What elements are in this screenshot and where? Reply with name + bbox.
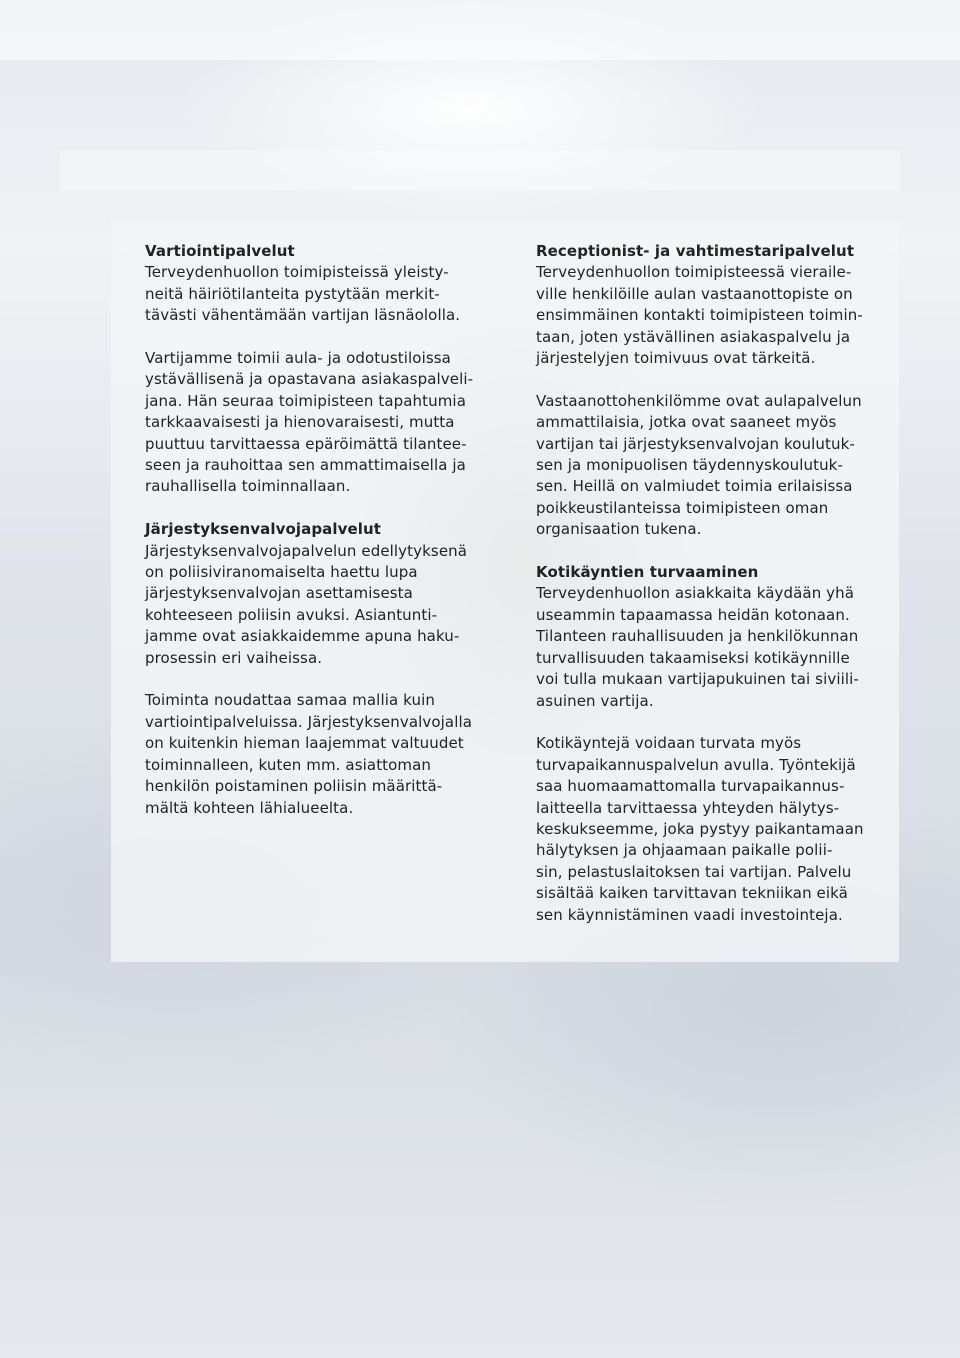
text-line: ammattilaisia, jotka ovat saaneet myös (536, 413, 837, 432)
text-line: henkilön poistaminen poliisin määrittä- (145, 777, 443, 796)
section-heading: Receptionist- ja vahtimestaripalvelut (536, 242, 855, 260)
text-line: sen. Heillä on valmiudet toimia erilaisissa (536, 477, 853, 496)
left-column (145, 241, 495, 840)
text-line: vartiointipalveluissa. Järjestyksenvalvojalla (145, 712, 473, 731)
text-line: neitä häiriötilanteita pystytään merkit- (145, 284, 440, 303)
text-line: sen käynnistäminen vaadi investointeja. (536, 905, 843, 924)
text-line: rauhallisella toiminnallaan. (145, 477, 351, 496)
section-heading: Kotikäyntien turvaaminen (536, 563, 759, 582)
text-line: laitteella tarvittaessa yhteyden hälytys- (536, 798, 840, 817)
paragraph (536, 583, 881, 711)
paragraph (536, 733, 881, 926)
text-line: on kuitenkin hieman laajemmat valtuudet (145, 734, 464, 753)
text-line: ensimmäinen kontakti toimipisteen toimin- (536, 306, 863, 325)
text-line: Toiminta noudattaa samaa mallia kuin (145, 691, 435, 710)
text-line: poikkeustilanteissa toimipisteen oman (536, 498, 829, 517)
section (145, 241, 495, 498)
ceiling-light (60, 150, 900, 190)
text-line: Vartijamme toimii aula- ja odotustiloissa (145, 349, 451, 368)
text-line: tävästi vähentämään vartijan läsnäololla. (145, 306, 461, 325)
text-line: jana. Hän seuraa toimipisteen tapahtumia (145, 391, 466, 410)
section (536, 241, 881, 541)
text-line: keskukseemme, joka pystyy paikantamaan (536, 819, 864, 838)
text-line: kohteeseen poliisin avuksi. Asiantunti- (145, 605, 438, 624)
text-line: Terveydenhuollon toimipisteessä vieraile- (536, 263, 852, 282)
text-line: turvallisuuden takaamiseksi kotikäynnille (536, 648, 850, 667)
text-line: useammin tapaamassa heidän kotonaan. (536, 605, 850, 624)
text-line: Terveydenhuollon toimipisteissä yleisty- (145, 263, 449, 282)
text-line: jamme ovat asiakkaidemme apuna haku- (145, 627, 460, 646)
text-line: sisältää kaiken tarvittavan tekniikan eikä (536, 884, 848, 903)
text-line: hälytyksen ja ohjaamaan paikalle polii- (536, 841, 833, 860)
text-line: voi tulla mukaan vartijapukuinen tai siviili- (536, 670, 859, 689)
text-line: järjestyksenvalvojan asettamisesta (145, 584, 413, 603)
text-line: tarkkaavaisesti ja hienovaraisesti, mutta (145, 413, 455, 432)
text-line: prosessin eri vaiheissa. (145, 648, 323, 667)
text-line: sen ja monipuolisen täydennyskoulutuk- (536, 456, 843, 475)
ceiling-light (0, 0, 960, 60)
paragraph (145, 262, 495, 326)
text-line: saa huomaamattomalla turvapaikannus- (536, 777, 845, 796)
text-line: ville henkilöille aulan vastaanottopiste on (536, 284, 853, 303)
text-line: Järjestyksenvalvojapalvelun edellytyksenä (145, 541, 468, 560)
text-line: toiminnalleen, kuten mm. asiattoman (145, 755, 432, 774)
text-line: Tilanteen rauhallisuuden ja henkilökunnan (536, 627, 859, 646)
text-line: puuttuu tarvittaessa epäröimättä tilantee- (145, 434, 467, 453)
text-line: Vastaanottohenkilömme ovat aulapalvelun (536, 391, 862, 410)
section-heading: Järjestyksenvalvojapalvelut (145, 520, 382, 539)
text-line: Terveydenhuollon asiakkaita käydään yhä (536, 584, 855, 603)
paragraph (145, 541, 495, 669)
section (536, 562, 881, 926)
text-line: on poliisiviranomaiselta haettu lupa (145, 563, 418, 582)
text-line: organisaation tukena. (536, 520, 702, 539)
paragraph (145, 690, 495, 818)
text-line: järjestelyjen toimivuus ovat tärkeitä. (536, 349, 816, 368)
section-heading: Vartiointipalvelut (145, 242, 295, 260)
text-line: asuinen vartija. (536, 691, 654, 710)
text-line: taan, joten ystävällinen asiakaspalvelu ja (536, 327, 851, 346)
text-line: turvapaikannuspalvelun avulla. Työntekijä (536, 755, 856, 774)
text-line: seen ja rauhoittaa sen ammattimaisella ja (145, 456, 466, 475)
text-line: ystävällisenä ja opastavana asiakaspalveli- (145, 370, 474, 389)
paragraph (536, 391, 881, 541)
paragraph (145, 348, 495, 498)
text-line: Kotikäyntejä voidaan turvata myös (536, 734, 802, 753)
text-line: sin, pelastuslaitoksen tai vartijan. Palvelu (536, 862, 852, 881)
text-line: mältä kohteen lähialueelta. (145, 798, 354, 817)
section (145, 519, 495, 819)
paragraph (536, 262, 881, 369)
right-column (536, 241, 881, 947)
text-line: vartijan tai järjestyksenvalvojan koulutuk- (536, 434, 855, 453)
